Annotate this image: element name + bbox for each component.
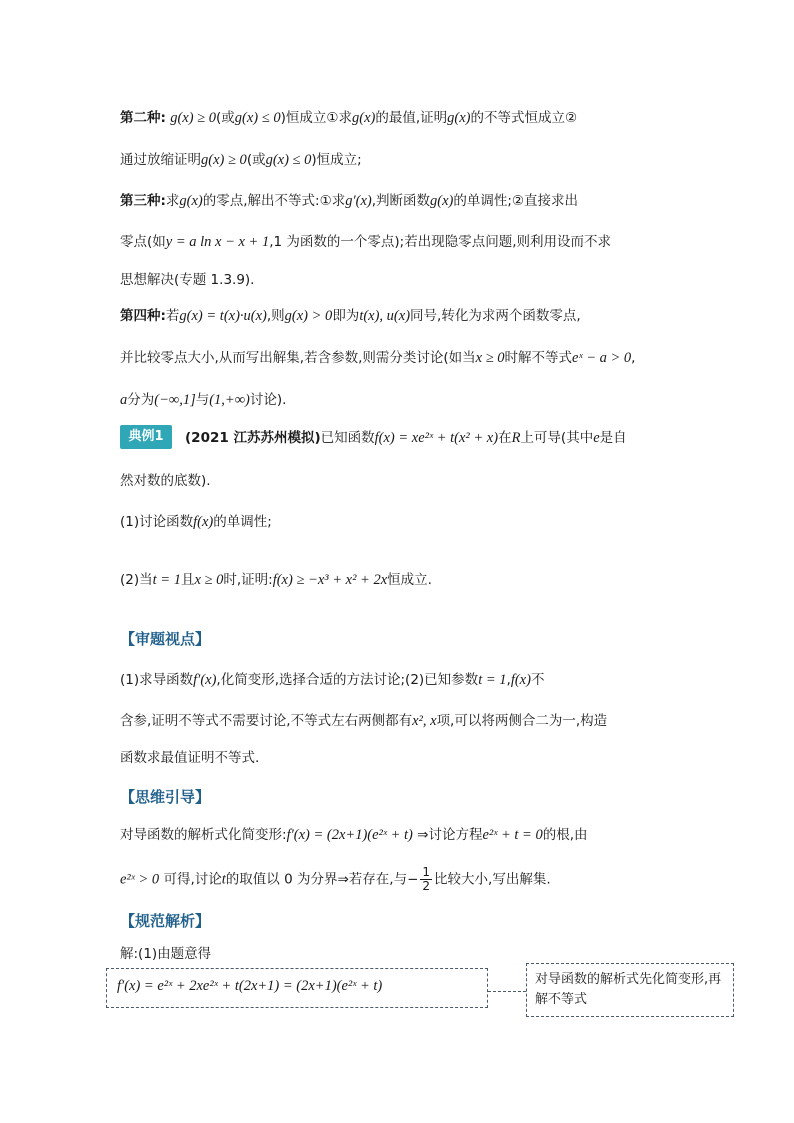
callout-connector — [488, 991, 526, 992]
review-line-1: (1)求导函数f′(x),化简变形,选择合适的方法讨论;(2)已知参数t = 1,f(x)不 — [120, 672, 545, 688]
paragraph-method-4-line-3: a分为(−∞,1]与(1,+∞)讨论). — [120, 392, 287, 408]
example-prompt-line-1: (2021 江苏苏州模拟)已知函数f(x) = xe²ˣ + t(x² + x)在R上可导(其中e是自 — [185, 430, 627, 446]
method-4-label: 第四种: — [120, 308, 166, 324]
example-question-1: (1)讨论函数f(x)的单调性; — [120, 514, 272, 530]
paragraph-method-2-line-2: 通过放缩证明g(x) ≥ 0(或g(x) ≤ 0)恒成立; — [120, 152, 362, 168]
paragraph-method-4-line-2: 并比较零点大小,从而写出解集,若含参数,则需分类讨论(如当x ≥ 0时解不等式eˣ − a > 0, — [120, 350, 636, 366]
section-title-solution: 【规范解析】 — [120, 912, 211, 930]
paragraph-method-2-line-1: 第二种: g(x) ≥ 0(或g(x) ≤ 0)恒成立①求g(x)的最值,证明g(x)的不等式恒成立② — [120, 110, 578, 126]
paragraph-method-3-line-1: 第三种:求g(x)的零点,解出不等式:①求g′(x),判断函数g(x)的单调性;②直接求出 — [120, 193, 579, 209]
method-2-label: 第二种: — [120, 110, 166, 126]
example-question-2: (2)当t = 1且x ≥ 0时,证明:f(x) ≥ −x³ + x² + 2x恒成立. — [120, 572, 432, 588]
review-line-2: 含参,证明不等式不需要讨论,不等式左右两侧都有x², x项,可以将两侧合二为一,构造 — [120, 713, 608, 729]
solution-line-1: 解:(1)由题意得 — [120, 946, 212, 962]
derivative-formula: f′(x) = e²ˣ + 2xe²ˣ + t(2x+1) = (2x+1)(e²ˣ + t) — [117, 978, 383, 994]
callout-note: 对导函数的解析式先化简变形,再解不等式 — [526, 963, 734, 1017]
fraction-one-half: $\frac{1}{2}$ — [422, 865, 431, 893]
review-line-3: 函数求最值证明不等式. — [120, 750, 260, 766]
section-title-guide: 【思维引导】 — [120, 788, 211, 806]
example-source: (2021 江苏苏州模拟) — [185, 430, 321, 446]
example-badge: 典例1 — [120, 425, 172, 449]
guide-line-1: 对导函数的解析式化简变形:f′(x) = (2x+1)(e²ˣ + t) ⇒讨论方程e²ˣ + t = 0的根,由 — [120, 827, 588, 843]
example-prompt-line-2: 然对数的底数). — [120, 473, 211, 489]
section-title-review: 【审题视点】 — [120, 630, 211, 648]
method-3-label: 第三种: — [120, 193, 166, 209]
paragraph-method-4-line-1: 第四种:若g(x) = t(x)·u(x),则g(x) > 0即为t(x), u(x)同号,转化为求两个函数零点, — [120, 308, 581, 324]
guide-line-2: e²ˣ > 0 可得,讨论t的取值以 0 为分界⇒若存在,与− $\frac{1}{2}$ 比较大小,写出解集. — [120, 865, 551, 893]
derivative-formula-box — [106, 968, 488, 1008]
paragraph-method-3-line-2: 零点(如y = a ln x − x + 1,1 为函数的一个零点);若出现隐零点问题,则利用设而不求 — [120, 234, 612, 250]
paragraph-method-3-line-3: 思想解决(专题 1.3.9). — [120, 272, 255, 288]
